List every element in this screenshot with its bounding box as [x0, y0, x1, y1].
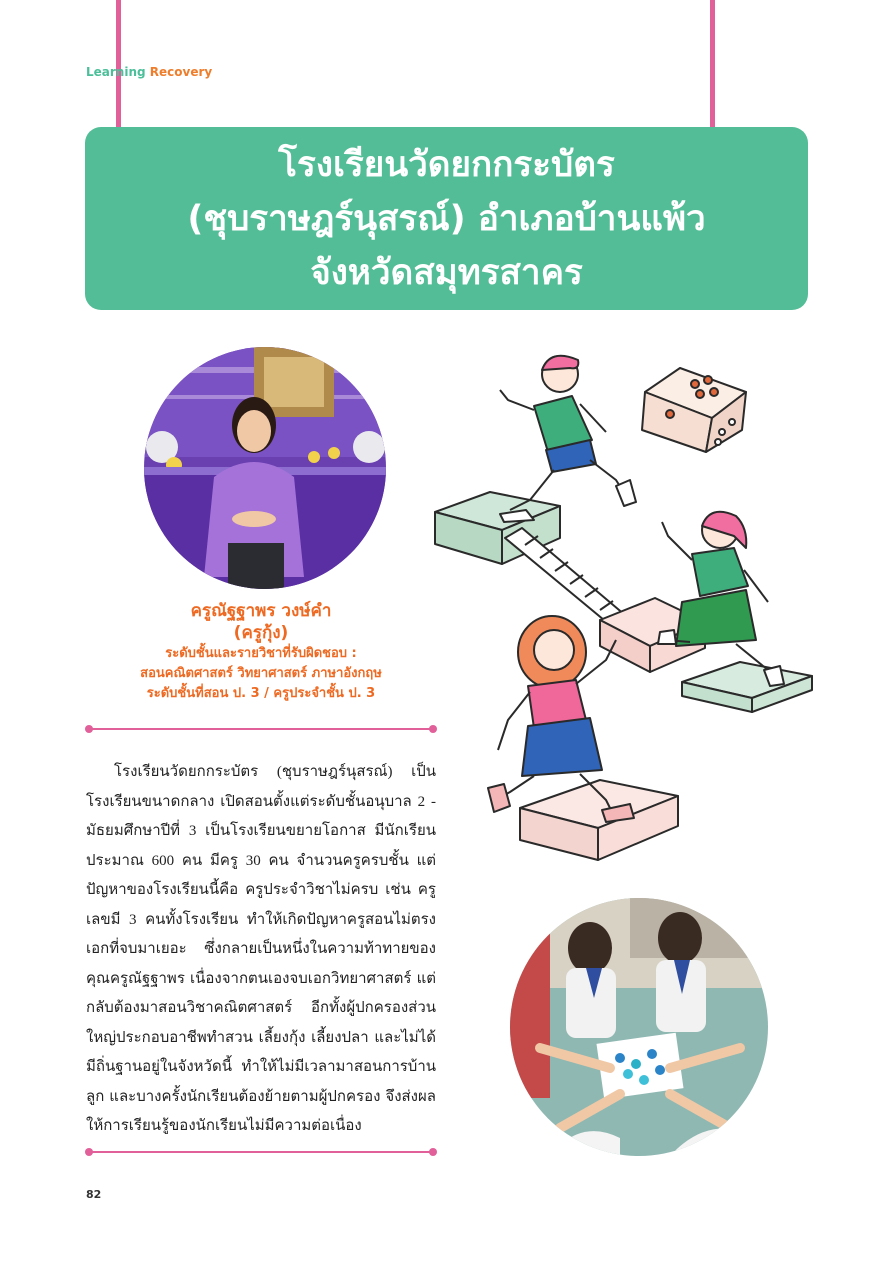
teacher-grades: ระดับชั้นที่สอน ป. 3 / ครูประจำชั้น ป. 3	[146, 686, 376, 701]
title-line-1: โรงเรียนวัดยกกระบัตร	[278, 144, 615, 185]
classroom-activity-photo	[510, 898, 768, 1156]
top-decor-bar-left	[116, 0, 121, 128]
title-banner	[85, 127, 808, 310]
section-label	[86, 65, 212, 79]
body-paragraph: โรงเรียนวัดยกกระบัตร (ชุบราษฎร์นุสรณ์) เป็นโรงเรียนขนาดกลาง เปิดสอนตั้งแต่ระดับชั้นอนุบาล 2 - มัธยมศึกษาปีที่ 3 เป็นโรงเรียนขยายโอกาส มีนักเรียนประมาณ 600 คน มีครู 30 คน จำนวนครูครบชั้น แต่ปัญหาของโรงเรียนนี้คือ ครูประจำวิชาไม่ครบ เช่น ครูเลขมี 3 คนทั้งโรงเรียน ทำให้เกิดปัญหาครูสอนไม่ตรงเอกที่จบมาเยอะ ซึ่งกลายเป็นหนึ่งในความท้าทายของคุณครูณัฐฐาพร เนื่องจากตนเองจบเอกวิทยาศาสตร์ แต่กลับต้องมาสอนวิชาคณิตศาสตร์ อีกทั้งผู้ปกครองส่วนใหญ่ประกอบอาชีพทำสวน เลี้ยงกุ้ง เลี้ยงปลา และไม่ได้มีถิ่นฐานอยู่ในจังหวัดนี้ ทำให้ไม่มีเวลามาสอนการบ้านลูก และบางครั้งนักเรียนต้องย้ายตามผู้ปกครอง จึงส่งผลให้การเรียนรู้ของนักเรียนไม่มีความต่อเนื่อง	[86, 764, 436, 1134]
students-game-image	[510, 898, 768, 1156]
section-label-word1: Learning	[86, 65, 146, 79]
kids-climbing-illustration	[430, 340, 820, 870]
teacher-portrait-image	[144, 347, 386, 589]
teacher-name: ครูณัฐฐาพร วงษ์คำ	[190, 601, 332, 621]
teacher-subjects: สอนคณิตศาสตร์ วิทยาศาสตร์ ภาษาอังกฤษ	[140, 666, 382, 681]
teacher-portrait	[144, 347, 386, 589]
title-line-3: จังหวัดสมุทรสาคร	[310, 252, 583, 293]
teacher-role-label: ระดับชั้นและรายวิชาที่รับผิดชอบ :	[165, 646, 357, 661]
title-line-2: (ชุบราษฎร์นุสรณ์) อำเภอบ้านแพ้ว	[187, 198, 706, 239]
page-number: 82	[86, 1188, 102, 1201]
teacher-nickname: (ครูกุ้ง)	[233, 623, 289, 643]
top-decor-bar-right	[710, 0, 715, 128]
divider-bottom	[88, 1151, 434, 1153]
divider-top	[88, 728, 434, 730]
section-label-word2: Recovery	[149, 65, 213, 79]
teacher-info	[86, 600, 436, 704]
